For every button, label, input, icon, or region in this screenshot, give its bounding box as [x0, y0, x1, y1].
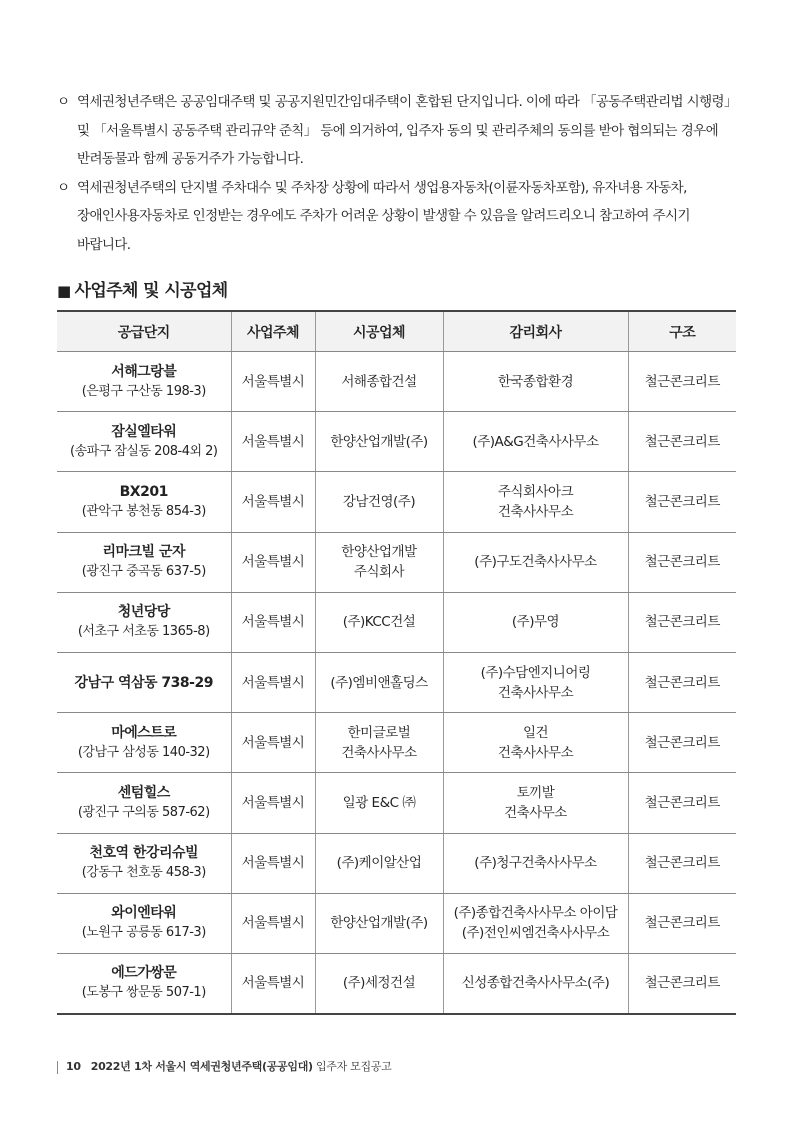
- section-title: [57, 276, 228, 301]
- owner-cell: 서울특별시: [231, 352, 315, 412]
- owner-cell: 서울특별시: [231, 472, 315, 532]
- structure-cell: 철근콘크리트: [628, 773, 736, 833]
- owner-cell: 서울특별시: [231, 773, 315, 833]
- complex-address: (은평구 구산동 198-3): [81, 383, 206, 399]
- owner-cell: 서울특별시: [231, 713, 315, 773]
- supervisor-cell: (주)A&G건축사사무소: [443, 412, 628, 472]
- owner-cell: 서울특별시: [231, 833, 315, 893]
- table-header-row: [57, 311, 736, 352]
- owner-cell: 서울특별시: [231, 592, 315, 652]
- bullet-icon: ㅇ: [57, 94, 70, 110]
- notice-line: 역세권청년주택은 공공임대주택 및 공공지원민간임대주택이 혼합된 단지입니다. 이에 따라 「공동주택관리법 시행령」: [77, 94, 737, 110]
- complex-name: BX201: [119, 483, 168, 500]
- table-row: [57, 592, 736, 652]
- complex-address: (노원구 공릉동 617-3): [81, 925, 206, 941]
- owner-cell: 서울특별시: [231, 532, 315, 592]
- section-title-text: 사업주체 및 시공업체: [74, 281, 228, 301]
- header-supervisor: 감리회사: [443, 311, 628, 352]
- supervisor-cell: (주)무영: [443, 592, 628, 652]
- builder-cell: (주)세정건설: [315, 953, 443, 1014]
- complex-name: 잠실엘타워: [111, 423, 177, 440]
- page-number: 10: [66, 1060, 81, 1073]
- complex-name: 리마크빌 군자: [102, 544, 186, 561]
- owner-cell: 서울특별시: [231, 412, 315, 472]
- complex-cell: [57, 532, 231, 592]
- header-complex: 공급단지: [57, 311, 231, 352]
- table-row: [57, 652, 736, 712]
- complex-cell: [57, 412, 231, 472]
- complex-name: 강남구 역삼동 738-29: [74, 674, 213, 691]
- footer-title: 2022년 1차 서울시 역세권청년주택(공공임대): [90, 1060, 313, 1073]
- complex-cell: [57, 592, 231, 652]
- complex-cell: [57, 652, 231, 712]
- notice-line: 역세권청년주택의 단지별 주차대수 및 주차장 상황에 따라서 생업용자동차(이륜자동차포함), 유자녀용 자동차,: [77, 179, 687, 196]
- table-row: [57, 773, 736, 833]
- header-owner: 사업주체: [231, 311, 315, 352]
- builder-cell: 한양산업개발(주): [315, 412, 443, 472]
- builder-cell: (주)엠비앤홀딩스: [315, 652, 443, 712]
- supervisor-cell: (주)청구건축사사무소: [443, 833, 628, 893]
- supervisor-cell: 주식회사아크 건축사사무소: [443, 472, 628, 532]
- owner-cell: 서울특별시: [231, 953, 315, 1014]
- complex-address: (강동구 천호동 458-3): [81, 865, 206, 881]
- complex-name: 청년당당: [117, 604, 170, 621]
- structure-cell: 철근콘크리트: [628, 472, 736, 532]
- table-row: [57, 532, 736, 592]
- structure-cell: 철근콘크리트: [628, 713, 736, 773]
- complex-name: 센텀힐스: [117, 784, 170, 801]
- builder-cell: 강남건영(주): [315, 472, 443, 532]
- structure-cell: 철근콘크리트: [628, 893, 736, 953]
- notice-line: 반려동물과 함께 공동거주가 가능합니다.: [77, 151, 304, 168]
- supervisor-cell: 신성종합건축사사무소(주): [443, 953, 628, 1014]
- complex-name: 마에스트로: [111, 724, 177, 741]
- structure-cell: 철근콘크리트: [628, 953, 736, 1014]
- structure-cell: 철근콘크리트: [628, 833, 736, 893]
- supervisor-cell: 한국종합환경: [443, 352, 628, 412]
- supervisor-cell: (주)수담엔지니어링 건축사사무소: [443, 652, 628, 712]
- header-structure: 구조: [628, 311, 736, 352]
- builder-cell: (주)케이알산업: [315, 833, 443, 893]
- footer-divider: [57, 1061, 58, 1074]
- notice-line: 바랍니다.: [77, 236, 131, 253]
- structure-cell: 철근콘크리트: [628, 532, 736, 592]
- complex-name: 에드가쌍문: [111, 965, 177, 982]
- page-footer: [57, 1058, 391, 1074]
- owner-cell: 서울특별시: [231, 893, 315, 953]
- complex-address: (도봉구 쌍문동 507-1): [81, 985, 206, 1001]
- complex-cell: [57, 893, 231, 953]
- table-row: [57, 713, 736, 773]
- notice-line: 및 「서울특별시 공동주택 관리규약 준칙」 등에 의거하여, 입주자 동의 및 관리주체의 동의를 받아 협의되는 경우에: [77, 122, 719, 139]
- header-builder: 시공업체: [315, 311, 443, 352]
- complex-address: (강남구 삼성동 140-32): [77, 744, 210, 760]
- complex-address: (서초구 서초동 1365-8): [77, 624, 210, 640]
- complex-address: (관악구 봉천동 854-3): [81, 503, 206, 519]
- builder-cell: 한양산업개발 주식회사: [315, 532, 443, 592]
- complex-name: 서해그랑블: [111, 363, 177, 380]
- structure-cell: 철근콘크리트: [628, 652, 736, 712]
- table-row: [57, 893, 736, 953]
- notice-parking: [57, 174, 747, 260]
- table-row: [57, 953, 736, 1014]
- structure-cell: 철근콘크리트: [628, 412, 736, 472]
- notice-line: 장애인사용자동차로 인정받는 경우에도 주차가 어려운 상황이 발생할 수 있음을 알려드리오니 참고하여 주시기: [77, 208, 690, 225]
- complex-cell: [57, 833, 231, 893]
- complex-address: (광진구 중곡동 637-5): [81, 564, 206, 580]
- complex-address: (광진구 구의동 587-62): [77, 804, 210, 820]
- builder-cell: 일광 E&C ㈜: [315, 773, 443, 833]
- builder-cell: (주)KCC건설: [315, 592, 443, 652]
- complex-name: 와이엔타워: [111, 905, 177, 922]
- table-row: [57, 412, 736, 472]
- supervisor-cell: 일건 건축사사무소: [443, 713, 628, 773]
- footer-suffix: 입주자 모집공고: [315, 1060, 392, 1073]
- bullet-icon: ㅇ: [57, 179, 70, 196]
- owner-cell: 서울특별시: [231, 652, 315, 712]
- square-bullet-icon: ■: [57, 282, 71, 300]
- supervisor-cell: (주)구도건축사사무소: [443, 532, 628, 592]
- supervisor-cell: 토끼발 건축사무소: [443, 773, 628, 833]
- builder-cell: 서해종합건설: [315, 352, 443, 412]
- table-row: [57, 352, 736, 412]
- supervisor-cell: (주)종합건축사사무소 아이담 (주)전인씨엠건축사사무소: [443, 893, 628, 953]
- complex-cell: [57, 953, 231, 1014]
- complex-name: 천호역 한강리슈빌: [89, 845, 199, 862]
- complex-cell: [57, 352, 231, 412]
- complex-cell: [57, 713, 231, 773]
- builder-cell: 한양산업개발(주): [315, 893, 443, 953]
- structure-cell: 철근콘크리트: [628, 352, 736, 412]
- builder-cell: 한미글로벌 건축사사무소: [315, 713, 443, 773]
- complex-cell: [57, 773, 231, 833]
- table-row: [57, 833, 736, 893]
- notice-list: [57, 88, 747, 260]
- table-row: [57, 472, 736, 532]
- company-table: [57, 310, 736, 1015]
- structure-cell: 철근콘크리트: [628, 592, 736, 652]
- notice-pet: [57, 88, 747, 174]
- complex-address: (송파구 잠실동 208-4외 2): [70, 443, 218, 459]
- complex-cell: [57, 472, 231, 532]
